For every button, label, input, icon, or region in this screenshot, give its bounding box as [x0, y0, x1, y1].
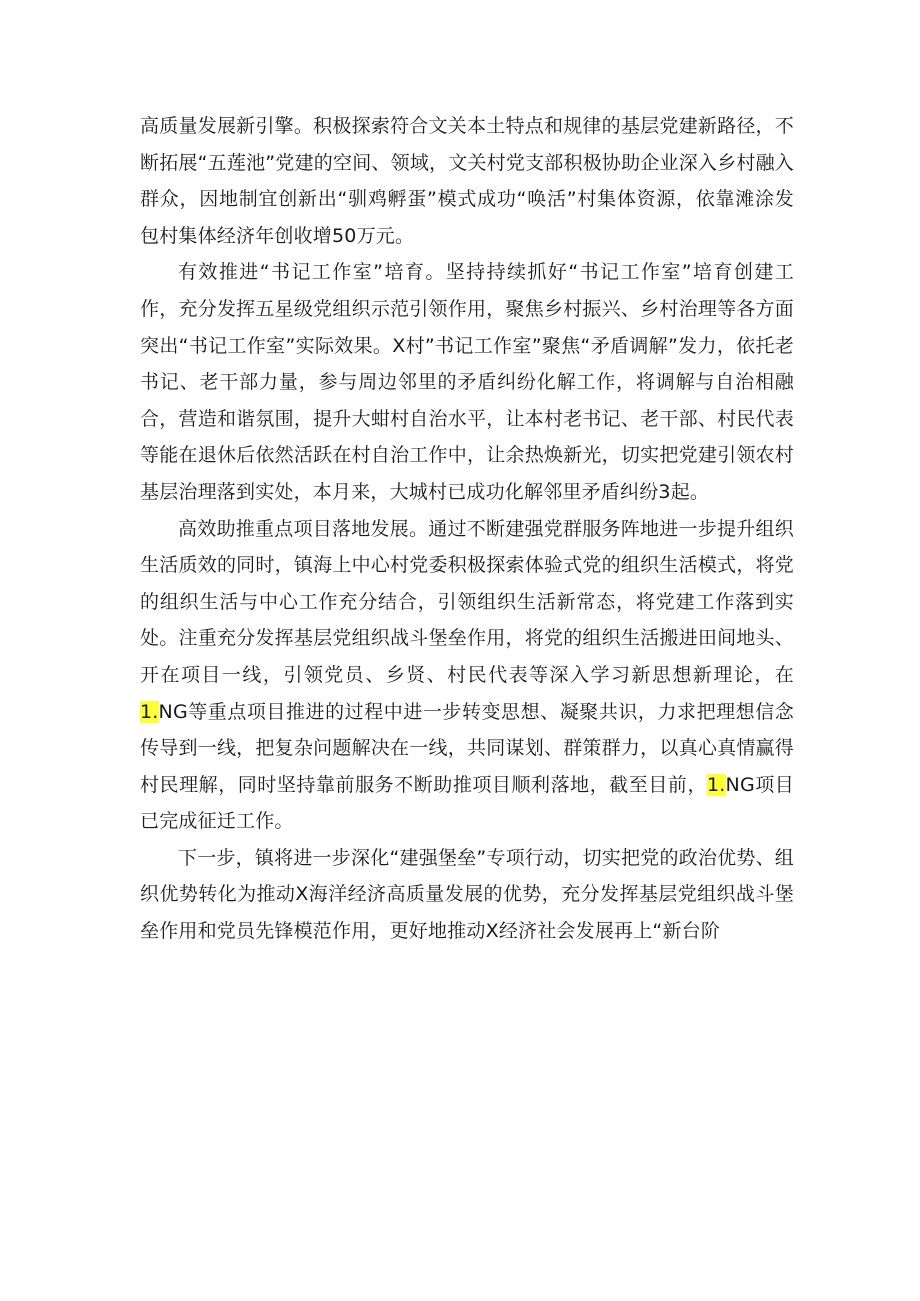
document-body — [140, 108, 794, 950]
paragraph-2 — [140, 254, 794, 510]
paragraph-3-text: NG等重点项目推进的过程中进一步转变思想、凝聚共识，力求把理想信念传导到一线，把复杂问题解决在一线，共同谋划、群策群力，以真心真情赢得村民理解，同时坚持靠前服务不断助推项目顺利落地，截至目前， — [140, 700, 794, 796]
paragraph-4 — [140, 840, 794, 950]
highlighted-text: 1. — [140, 700, 159, 723]
paragraph-3-text: 高效助推重点项目落地发展。通过不断建强党群服务阵地进一步提升组织生活质效的同时，镇海上中心村党委积极探索体验式党的组织生活模式，将党的组织生活与中心工作充分结合，引领组织生活新常态，将党建工作落到实处。注重充分发挥基层党组织战斗堡垒作用，将党的组织生活搬进田间地头、开在项目一线，引领党员、乡贤、村民代表等深入学习新思想新理论，在 — [140, 517, 794, 686]
highlighted-text: 1. — [707, 773, 726, 796]
paragraph-3 — [140, 511, 794, 840]
paragraph-1-text: 高质量发展新引擎。积极探索符合文关本土特点和规律的基层党建新路径，不断拓展“五莲池”党建的空间、领域，文关村党支部积极协助企业深入乡村融入群众，因地制宜创新出“驯鸡孵蛋”模式成功“唤活”村集体资源，依靠滩涂发包村集体经济年创收增50万元。 — [140, 115, 794, 247]
paragraph-2-text: 有效推进“书记工作室”培育。坚持持续抓好“书记工作室”培育创建工作，充分发挥五星级党组织示范引领作用，聚焦乡村振兴、乡村治理等各方面突出“书记工作室”实际效果。X村”书记工作室”聚焦“矛盾调解”发力，依托老书记、老干部力量，参与周边邻里的矛盾纠纷化解工作，将调解与自治相融合，营造和谐氛围，提升大蚶村自治水平，让本村老书记、老干部、村民代表等能在退休后依然活跃在村自治工作中，让余热焕新光，切实把党建引领农村基层治理落到实处，本月来，大城村已成功化解邻里矛盾纠纷3起。 — [140, 261, 794, 503]
paragraph-1 — [140, 108, 794, 254]
paragraph-4-text: 下一步，镇将进一步深化“建强堡垒”专项行动，切实把党的政治优势、组织优势转化为推动X海洋经济高质量发展的优势，充分发挥基层党组织战斗堡垒作用和党员先锋模范作用，更好地推动X经济社会发展再上“新台阶 — [140, 846, 794, 943]
paragraph-3-text: NG项目已完成征迁工作。 — [140, 773, 794, 833]
